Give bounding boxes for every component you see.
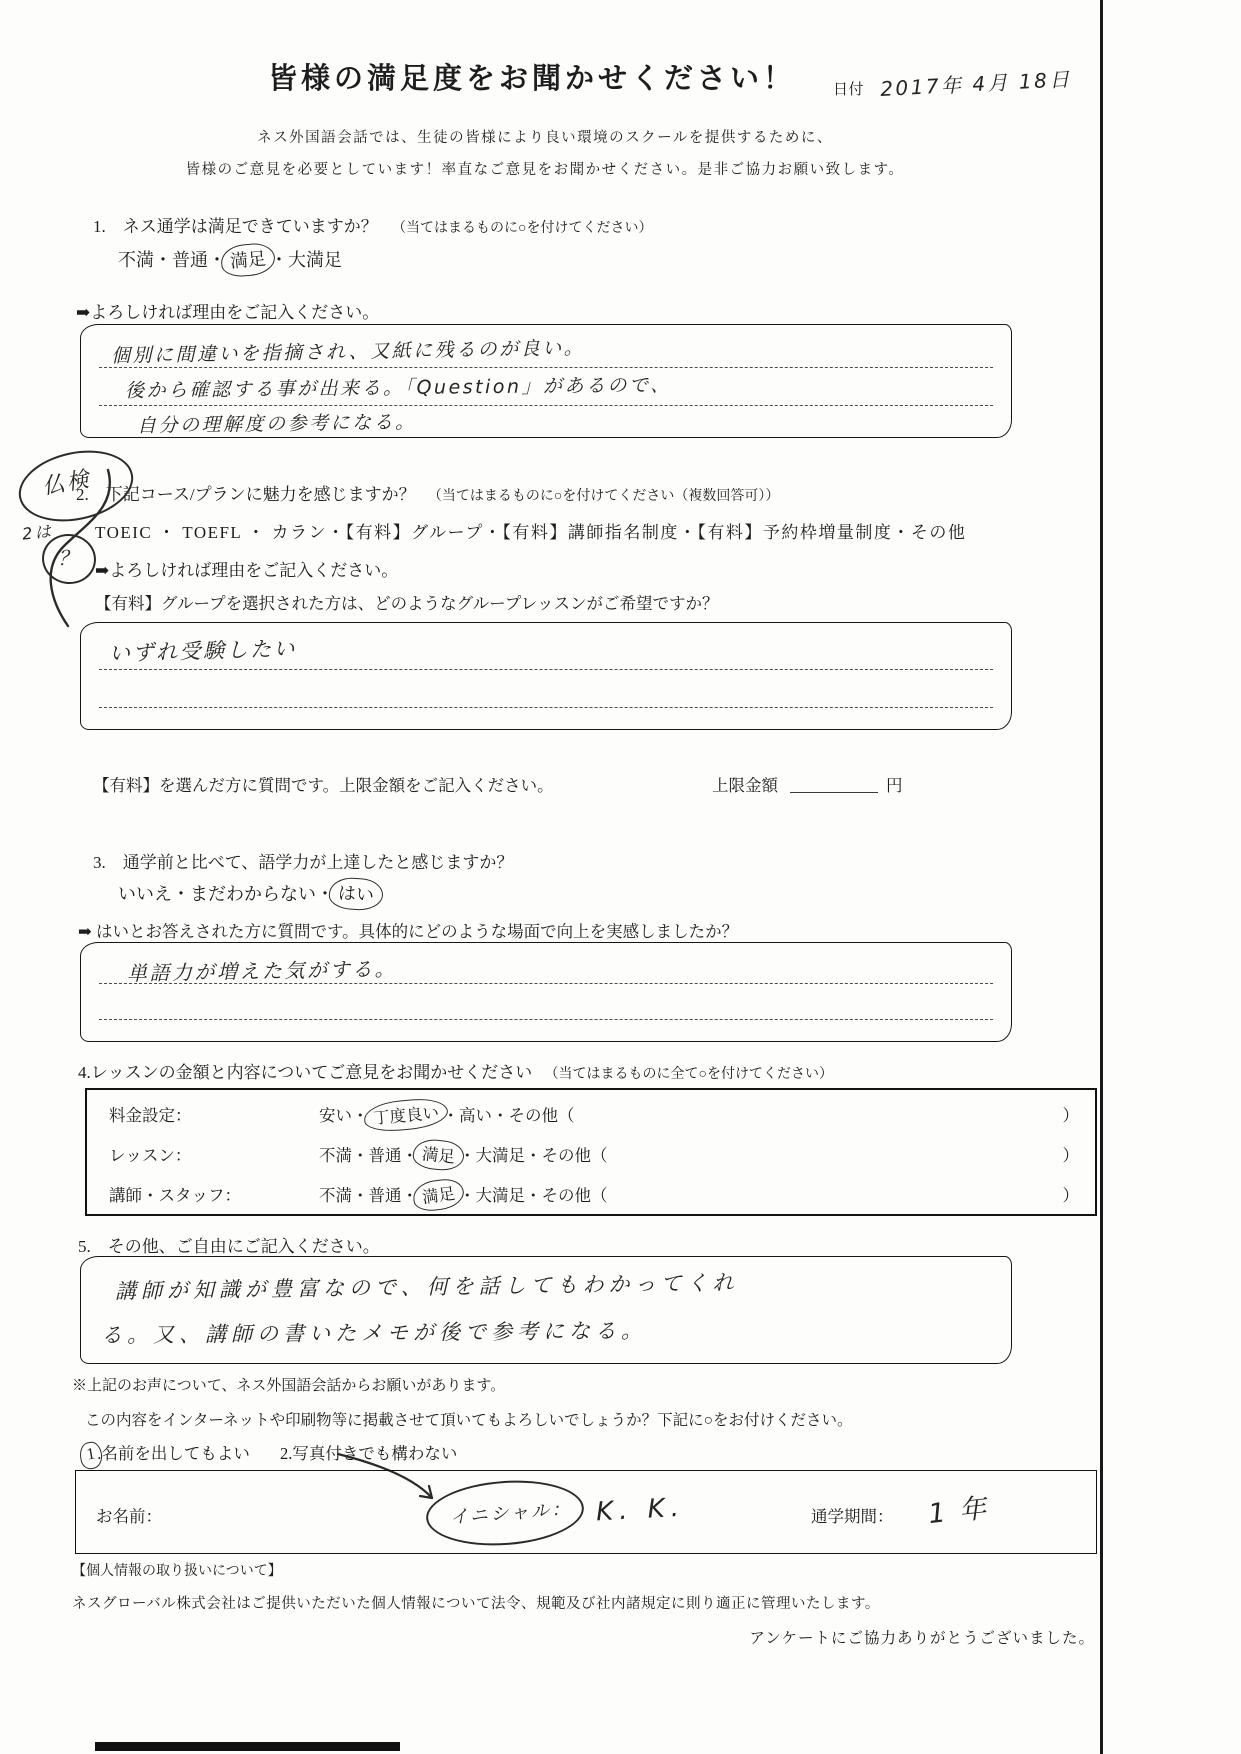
q3-answer-box	[80, 942, 1012, 1042]
q2-margin-note-3: ？	[58, 546, 81, 570]
q4-row-staff-options: 不満・普通・ 満足 ・大満足・その他（	[319, 1182, 608, 1207]
q2-options: TOEIC ・ TOEFL ・ カラン・【有料】グループ・【有料】講師指名制度・【有料】予約枠増量制度・その他	[95, 523, 967, 542]
q3-followup: ➡ はいとお答えされた方に質問です。具体的にどのような場面で向上を実感しましたか？	[78, 922, 739, 941]
q4-row-price-close-paren: ）	[1062, 1106, 1079, 1125]
amount-blank-line	[790, 792, 878, 793]
privacy-heading: 【個人情報の取り扱いについて】	[72, 1564, 282, 1579]
consent-1-label: .名前を出してもよい	[97, 1444, 250, 1463]
q2-heading	[76, 480, 779, 505]
q2-group-question: 【有料】グループを選択された方は、どのようなグループレッスンがご希望ですか？	[95, 594, 719, 613]
q4-row-staff-selected: 満足	[420, 1183, 457, 1208]
q1-answer-line-1: 個別に間違いを指摘され、又紙に残るのが良い。	[110, 336, 586, 368]
q4-row-lesson-selected-circle	[412, 1137, 466, 1172]
q5-answer-line-1: 講師が知識が豊富なので、何を話してもわかってくれ	[114, 1270, 739, 1304]
period-value: 1 年	[926, 1492, 991, 1531]
q4-heading	[78, 1058, 833, 1083]
q1-answer-line-3: 自分の理解度の参考になる。	[136, 411, 417, 437]
q4-row-price-options: 安い・ 丁度良い ・高い・その他（	[319, 1102, 575, 1127]
period-label: 通学期間：	[811, 1507, 894, 1526]
q5-answer-line-2: る。又、講師の書いたメモが後で参考になる。	[100, 1318, 648, 1348]
q2-margin-note: 仏検	[40, 466, 94, 501]
date-label: 日付	[833, 82, 865, 98]
intro-line-2: 皆様のご意見を必要としています！率直なご意見をお聞かせください。是非ご協力お願い致します。	[185, 162, 905, 178]
q3-selected-circle	[328, 876, 384, 912]
q3-options	[118, 880, 378, 907]
thanks-text: アンケートにご協力ありがとうございました。	[749, 1630, 1095, 1647]
q5-answer-box	[80, 1256, 1012, 1364]
intro-line-1: ネス外国語会話では、生徒の皆様により良い環境のスクールを提供するために、	[257, 130, 833, 146]
q1-hint: （当てはまるものに○を付けてください）	[392, 221, 653, 236]
q1-question: 1. ネス通学は満足できていますか？	[93, 217, 378, 236]
q2-answer-box	[80, 622, 1012, 730]
q1-answer-rule-1	[99, 367, 993, 368]
q3-selected-option: はい	[337, 882, 375, 906]
q4-row-price-label: 料金設定：	[109, 1106, 192, 1125]
initial-value: K. K.	[595, 1492, 686, 1528]
q1-options-pre: 不満・普通・	[118, 250, 226, 270]
q4-row-lesson-label: レッスン：	[109, 1146, 192, 1165]
q5-heading: 5. その他、ご自由にご記入ください。	[78, 1237, 380, 1256]
q2-answer-text: いずれ受験したい	[108, 636, 298, 666]
q4-row-price-selected-circle	[362, 1096, 448, 1133]
paid-question: 【有料】を選んだ方に質問です。上限金額をご記入ください。	[93, 776, 554, 795]
q1-selected-circle	[220, 242, 277, 279]
q2-question: 2. 下記コース/プランに魅力を感じますか？	[76, 485, 416, 504]
q4-question: 4.レッスンの金額と内容についてご意見をお聞かせください	[78, 1063, 533, 1082]
q1-options-post: ・大満足	[270, 250, 342, 270]
name-box	[75, 1470, 1097, 1554]
q4-hint: （当てはまるものに全て○を付けてください）	[544, 1067, 833, 1082]
q3-options-pre: いいえ・まだわからない・	[118, 884, 334, 904]
initial-label: イニシャル：	[449, 1498, 573, 1529]
q1-selected-option: 満足	[229, 248, 267, 272]
q3-heading: 3. 通学前と比べて、語学力が上達したと感じますか？	[93, 853, 514, 872]
q4-row-staff-close-paren: ）	[1062, 1186, 1079, 1205]
q2-margin-note-2: 2は	[21, 521, 55, 544]
q2-hint: （当てはまるものに○を付けてください（複数回答可））	[427, 489, 780, 504]
scan-bottom-mark	[95, 1742, 400, 1751]
q2-answer-rule-2	[99, 707, 993, 708]
q1-answer-box	[80, 324, 1012, 438]
date-value: 2017年 4月 18日	[879, 66, 1073, 102]
q1-options	[118, 246, 342, 273]
q1-answer-rule-2	[99, 405, 993, 406]
scan-edge-line	[1100, 0, 1103, 1754]
q4-row-staff-selected-circle	[411, 1177, 466, 1214]
q1-heading	[93, 212, 652, 237]
q2-reason-prompt: ➡よろしければ理由をご記入ください。	[95, 561, 399, 580]
amount-label: 上限金額	[712, 776, 778, 795]
q4-row-staff-label: 講師・スタッフ：	[109, 1186, 241, 1205]
q4-table	[85, 1088, 1097, 1216]
q2-answer-rule-1	[99, 669, 993, 670]
q1-answer-line-2: 後から確認する事が出来る。「Question」があるので、	[124, 374, 672, 402]
privacy-text: ネスグローバル株式会社はご提供いただいた個人情報について法令、規範及び社内諸規定に則り適正に管理いたします。	[72, 1596, 880, 1612]
page-title: 皆様の満足度をお聞かせください！	[268, 63, 797, 95]
q3-answer-rule-2	[99, 1019, 993, 1020]
name-label: お名前：	[96, 1507, 162, 1526]
q4-row-lesson-close-paren: ）	[1062, 1146, 1079, 1165]
amount-unit: 円	[886, 776, 903, 795]
q4-row-price-selected: 丁度良い	[371, 1103, 440, 1128]
consent-2-label: 2.写真付きでも構わない	[280, 1444, 458, 1463]
office-note: ※上記のお声について、ネス外国語会話からお願いがあります。	[72, 1378, 506, 1394]
q3-answer-text: 単語力が増えた気がする。	[126, 956, 398, 986]
q4-row-lesson-options: 不満・普通・ 満足 ・大満足・その他（	[319, 1142, 608, 1167]
publish-question: この内容をインターネットや印刷物等に掲載させて頂いてもよろしいでしょうか？下記に○をお付けください。	[85, 1412, 853, 1429]
q4-row-lesson-selected: 満足	[421, 1144, 456, 1167]
consent-1-number: 1	[85, 1443, 97, 1464]
q1-reason-prompt: ➡よろしければ理由をご記入ください。	[76, 303, 380, 322]
